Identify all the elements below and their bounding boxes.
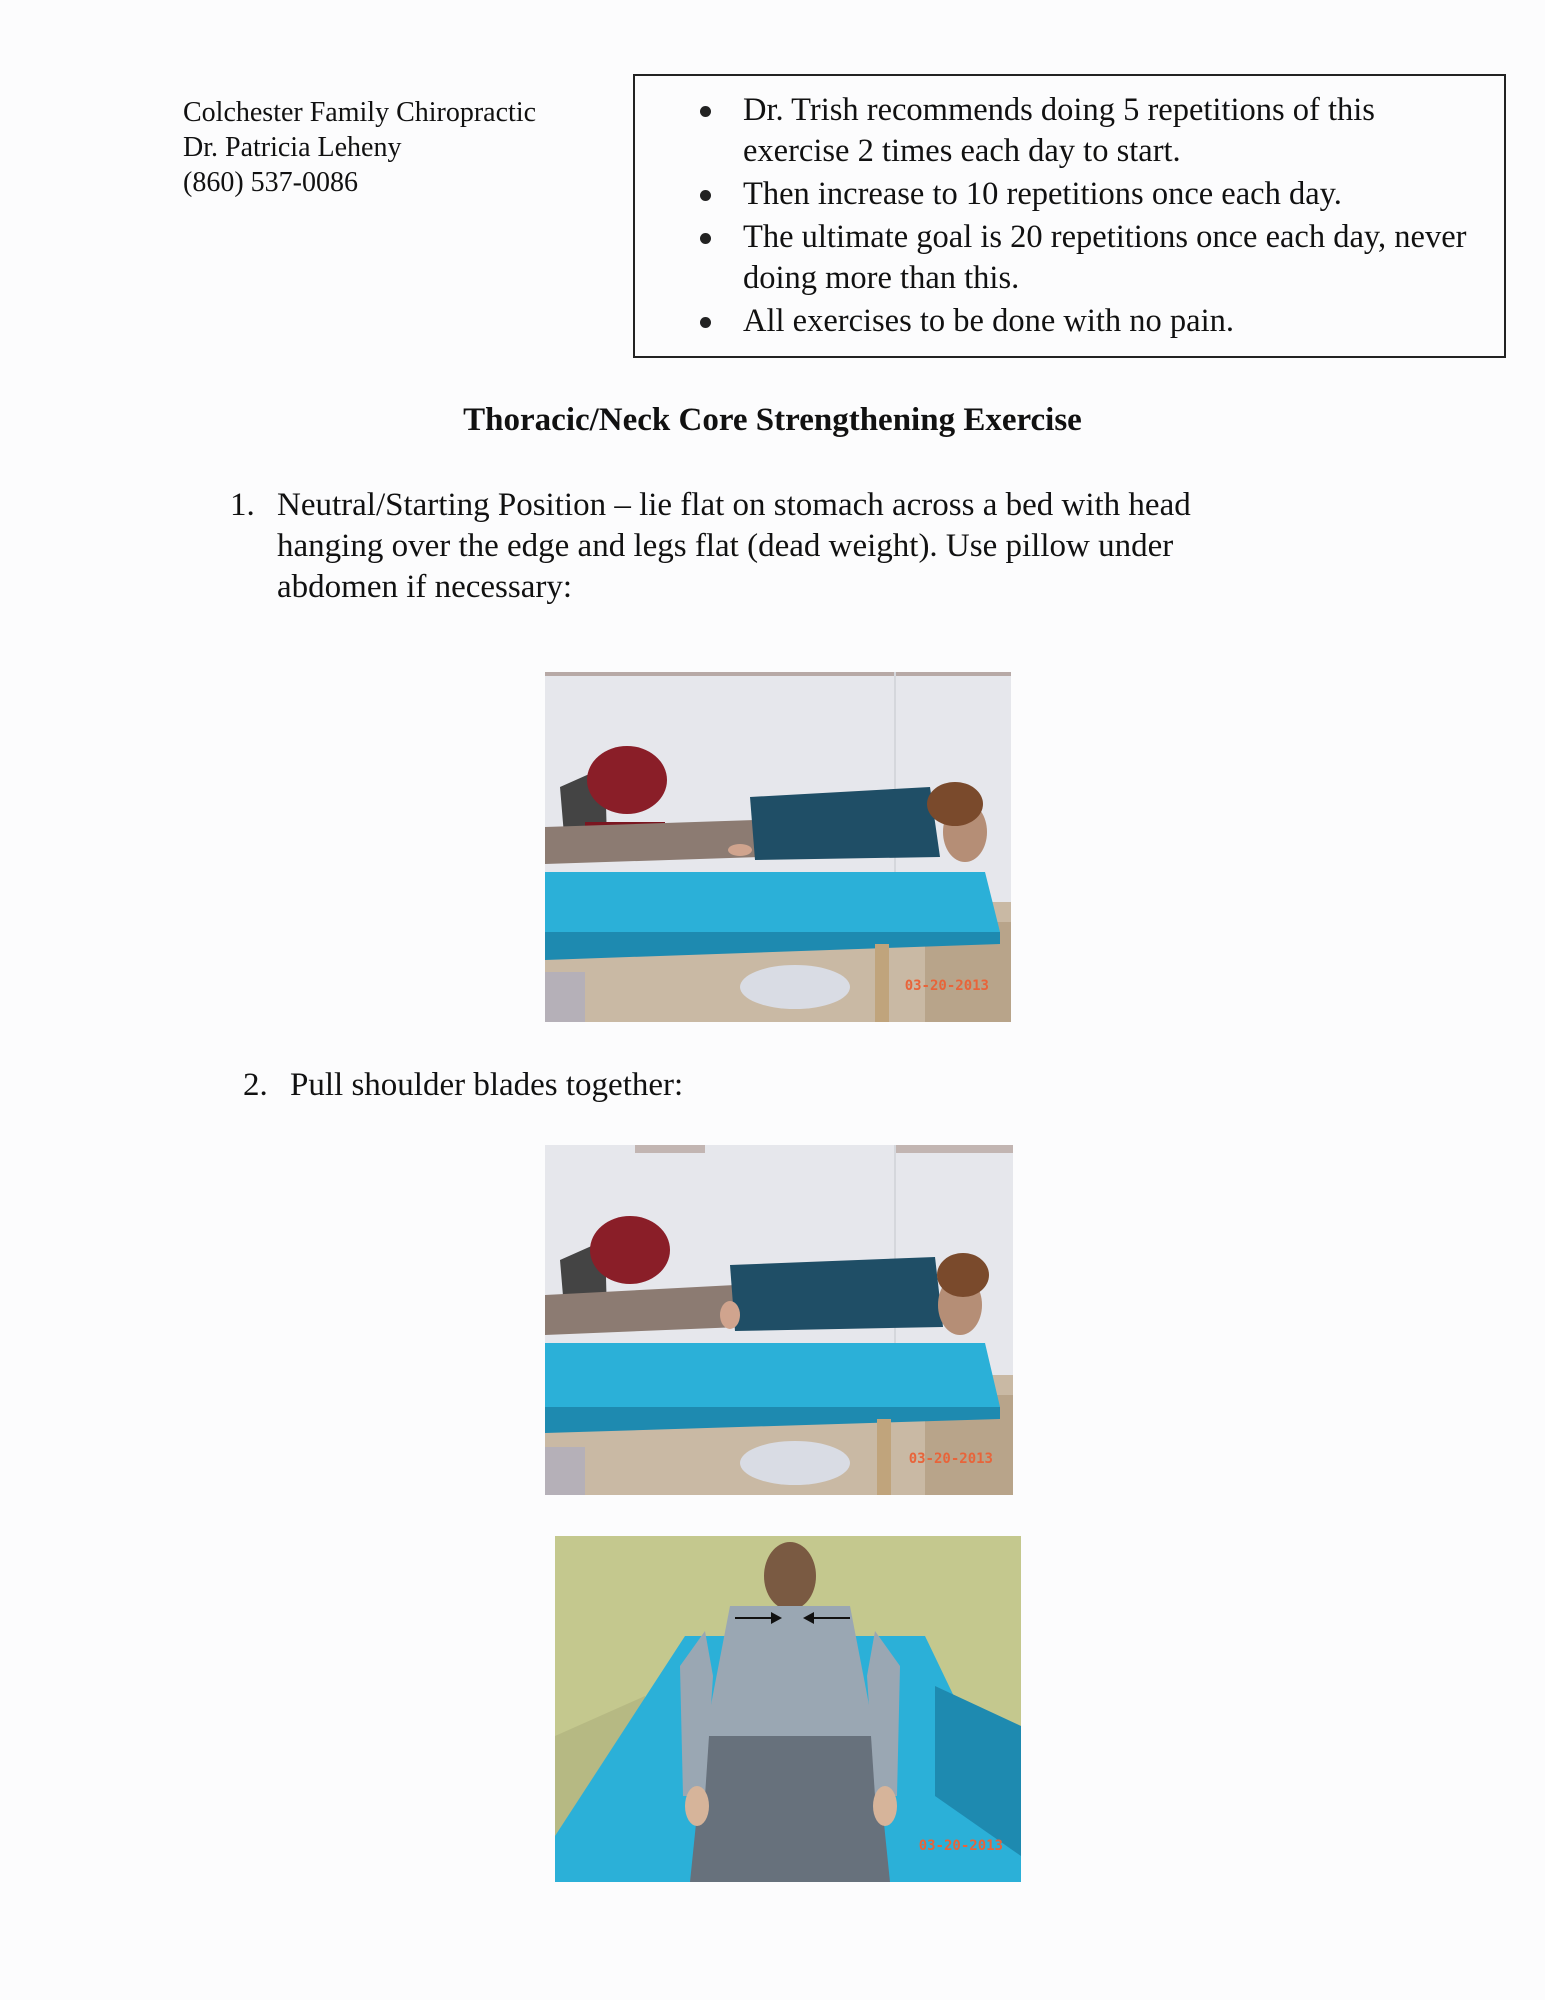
- bullet-icon: [700, 233, 711, 244]
- letterhead: [183, 95, 536, 200]
- step-1: [230, 485, 1330, 615]
- recommendations-box: [633, 74, 1506, 358]
- recommendation-item: The ultimate goal is 20 repetitions once each day, never doing more than this.: [635, 217, 1484, 299]
- doctor-name: Dr. Patricia Leheny: [183, 132, 402, 163]
- photo-shoulder-blades-side: [545, 1145, 1013, 1495]
- photo-shoulder-side-illustration: [545, 1145, 1013, 1495]
- page-title: Thoracic/Neck Core Strengthening Exercise: [463, 402, 1082, 438]
- recommendations-list: [635, 76, 1504, 342]
- recommendation-item: Dr. Trish recommends doing 5 repetitions of this exercise 2 times each day to start.: [635, 90, 1484, 172]
- step-2: [243, 1065, 1043, 1110]
- photo-neutral-position: [545, 672, 1011, 1022]
- recommendation-item: All exercises to be done with no pain.: [635, 301, 1484, 342]
- step-number: 1.: [230, 487, 255, 523]
- bullet-icon: [700, 317, 711, 328]
- step-text: Pull shoulder blades together:: [290, 1067, 684, 1103]
- practice-name: Colchester Family Chiropractic: [183, 97, 537, 128]
- photo-neutral-illustration: [545, 672, 1011, 1022]
- bullet-icon: [700, 190, 711, 201]
- bullet-icon: [700, 106, 711, 117]
- step-text: Neutral/Starting Position – lie flat on stomach across a bed with head hanging over the edge and legs flat (dead weight). Use pillow under abdomen if necessary:: [277, 487, 1191, 605]
- date-stamp: 03-20-2013: [904, 978, 989, 994]
- recommendation-item: Then increase to 10 repetitions once each day.: [635, 174, 1484, 215]
- date-stamp: 03-20-2013: [918, 1838, 1003, 1854]
- photo-shoulder-back-illustration: [555, 1536, 1021, 1882]
- date-stamp: 03-20-2013: [908, 1451, 993, 1467]
- photo-shoulder-blades-back: [555, 1536, 1021, 1882]
- step-number: 2.: [243, 1067, 268, 1103]
- phone-number: (860) 537-0086: [183, 167, 358, 198]
